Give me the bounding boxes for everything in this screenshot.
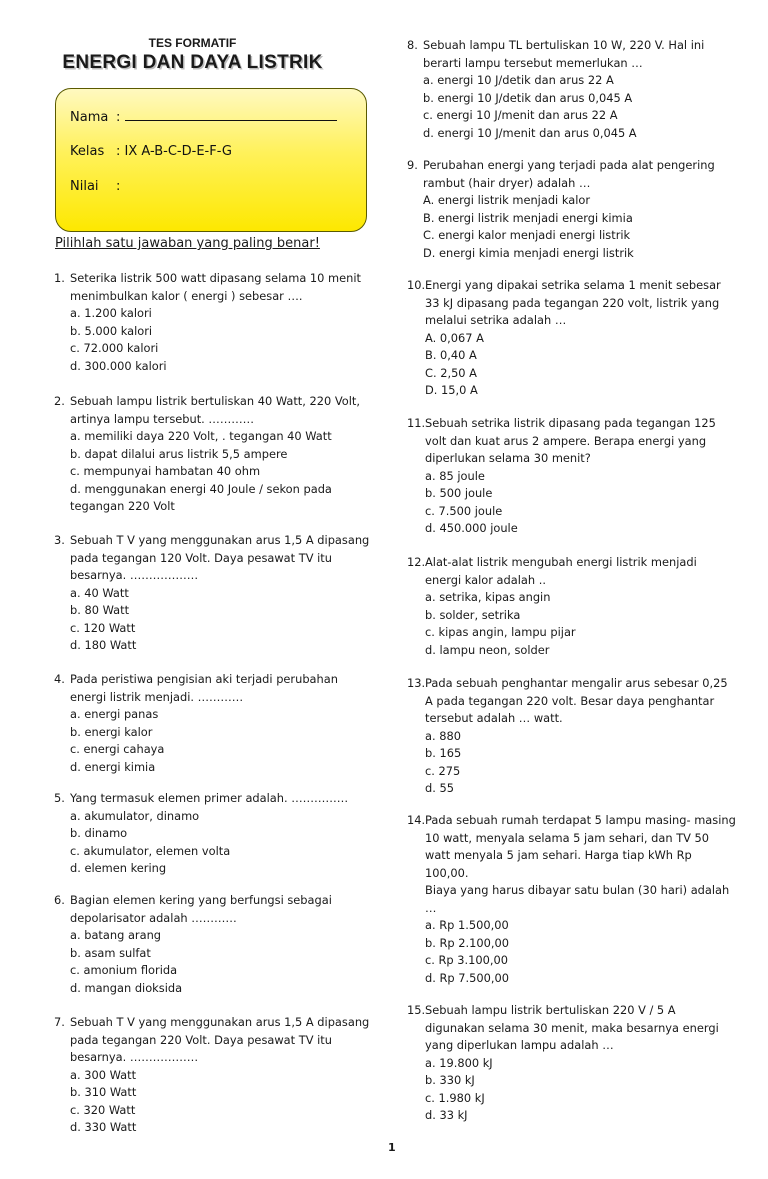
score-label: Nilai: [70, 179, 99, 194]
question-number: 14.: [407, 813, 426, 827]
answer-option[interactable]: c. 120 Watt: [70, 620, 136, 635]
answer-option[interactable]: d. 180 Watt: [70, 638, 137, 652]
question-number: 1.: [54, 271, 65, 285]
question-7: [54, 1014, 369, 1137]
answer-option[interactable]: a. 19.800 kJ: [425, 1055, 493, 1070]
stem-line: Sebuah lampu listrik bertuliskan 40 Watt, 220 Volt,: [70, 394, 360, 408]
instruction-text: Pilihlah satu jawaban yang paling benar!: [55, 236, 320, 251]
stem-line: Pada sebuah penghantar mengalir arus sebesar 0,25: [425, 676, 728, 690]
question-8: [407, 37, 704, 142]
stem-line: yang diperlukan lampu adalah …: [425, 1038, 614, 1052]
answer-option[interactable]: c. mempunyai hambatan 40 ohm: [70, 464, 261, 478]
question-12: [407, 554, 697, 659]
answer-option[interactable]: b. 5.000 kalori: [70, 323, 153, 338]
question-stem: [425, 675, 728, 728]
stem-line: Alat-alat listrik mengubah energi listrik menjadi: [425, 555, 697, 569]
name-label: Nama: [70, 110, 109, 125]
answer-option[interactable]: a. setrika, kipas angin: [425, 590, 551, 604]
answer-option[interactable]: a. energi panas: [70, 707, 159, 721]
answer-option[interactable]: a. Rp 1.500,00: [425, 918, 509, 932]
answer-option[interactable]: d. 330 Watt: [70, 1120, 137, 1134]
stem-line: Biaya yang harus dibayar satu bulan (30 hari) adalah: [425, 883, 730, 897]
answer-option[interactable]: D. energi kimia menjadi energi listrik: [423, 245, 634, 260]
stem-line: Yang termasuk elemen primer adalah. ……………: [70, 791, 349, 805]
stem-line: menimbulkan kalor ( energi ) sebesar ….: [70, 288, 303, 303]
answer-option[interactable]: b. 500 joule: [425, 486, 493, 500]
class-label: Kelas: [70, 144, 105, 159]
question-stem: [425, 1002, 719, 1055]
answer-option[interactable]: d. menggunakan energi 40 Joule / sekon pada: [70, 481, 332, 496]
question-number: 11.: [407, 416, 426, 430]
stem-line: Pada peristiwa pengisian aki terjadi perubahan: [70, 672, 338, 686]
stem-line: diperlukan selama 30 menit?: [425, 451, 591, 465]
name-blank-line[interactable]: [125, 109, 337, 121]
question-number: 3.: [54, 533, 65, 547]
stem-line: besarnya. ………………: [70, 568, 199, 582]
stem-line: Seterika listrik 500 watt dipasang selama 10 menit: [70, 271, 362, 285]
answer-option[interactable]: c. amonium florida: [70, 963, 178, 977]
answer-option[interactable]: A. energi listrik menjadi kalor: [423, 193, 591, 207]
name-separator: :: [116, 110, 121, 125]
stem-line: rambut (hair dryer) adalah …: [423, 175, 591, 190]
stem-line: Sebuah lampu TL bertuliskan 10 W, 220 V. Hal ini: [423, 38, 705, 52]
student-identity-box: [55, 88, 367, 232]
answer-option[interactable]: a. batang arang: [70, 928, 162, 942]
answer-option[interactable]: tegangan 220 Volt: [70, 499, 175, 513]
question-number: 12.: [407, 555, 426, 569]
stem-line: watt menyala 5 jam sehari. Harga tiap kWh Rp: [425, 848, 692, 862]
answer-option[interactable]: a. 1.200 kalori: [70, 306, 152, 320]
answer-option[interactable]: B. 0,40 A: [425, 348, 477, 362]
question-stem: [70, 671, 338, 706]
answer-option[interactable]: a. memiliki daya 220 Volt, . tegangan 40 Watt: [70, 429, 332, 443]
answer-option[interactable]: c. energi 10 J/menit dan arus 22 A: [423, 108, 618, 122]
question-number: 5.: [54, 791, 65, 805]
question-number: 4.: [54, 672, 65, 686]
stem-line: Bagian elemen kering yang berfungsi sebagai: [70, 893, 332, 907]
name-row: [70, 109, 337, 125]
answer-option[interactable]: a. 85 joule: [425, 468, 485, 483]
stem-line: 33 kJ dipasang pada tegangan 220 volt, listrik yang: [425, 295, 720, 310]
answer-option[interactable]: d. 300.000 kalori: [70, 358, 167, 373]
question-number: 9.: [407, 158, 418, 172]
question-stem: [423, 37, 704, 72]
question-stem: [425, 812, 736, 917]
answer-option[interactable]: c. 320 Watt: [70, 1102, 136, 1117]
stem-line: melalui setrika adalah …: [425, 313, 567, 327]
question-number: 8.: [407, 38, 418, 52]
class-separator: :: [116, 144, 121, 159]
stem-line: Pada sebuah rumah terdapat 5 lampu masing- masing: [425, 813, 736, 827]
answer-option[interactable]: b. Rp 2.100,00: [425, 935, 509, 950]
stem-line: Perubahan energi yang terjadi pada alat pengering: [423, 158, 715, 172]
stem-line: energi listrik menjadi. …………: [70, 689, 244, 704]
question-stem: [423, 157, 715, 192]
answer-option[interactable]: A. 0,067 A: [425, 330, 484, 345]
question-stem: [70, 1014, 369, 1067]
answer-option[interactable]: a. 880: [425, 728, 461, 743]
stem-line: A pada tegangan 220 volt. Besar daya penghantar: [425, 693, 715, 708]
question-15: [407, 1002, 719, 1125]
answer-option[interactable]: b. 165: [425, 746, 462, 760]
answer-option[interactable]: d. 450.000 joule: [425, 521, 518, 535]
stem-line: 10 watt, menyala selama 5 jam sehari, dan TV 50: [425, 830, 710, 845]
answer-option[interactable]: c. akumulator, elemen volta: [70, 843, 231, 858]
stem-line: Sebuah setrika listrik dipasang pada tegangan 125: [425, 416, 716, 430]
answer-option[interactable]: B. energi listrik menjadi energi kimia: [423, 210, 633, 225]
question-5: [54, 790, 348, 878]
question-number: 7.: [54, 1015, 65, 1029]
question-9: [407, 157, 715, 262]
question-2: [54, 393, 360, 516]
question-stem: [70, 270, 361, 305]
answer-option[interactable]: c. 72.000 kalori: [70, 341, 159, 355]
score-row: [70, 179, 120, 194]
answer-option[interactable]: c. Rp 3.100,00: [425, 953, 508, 967]
answer-option[interactable]: C. energi kalor menjadi energi listrik: [423, 228, 631, 242]
class-value: IX A-B-C-D-E-F-G: [124, 144, 232, 159]
test-title: ENERGI DAN DAYA LISTRIK: [62, 52, 323, 73]
answer-option[interactable]: b. dinamo: [70, 826, 128, 840]
stem-line: …: [425, 900, 437, 915]
test-subtitle: TES FORMATIF: [148, 36, 237, 50]
answer-option[interactable]: c. kipas angin, lampu pijar: [425, 625, 576, 639]
answer-option[interactable]: c. 7.500 joule: [425, 503, 503, 518]
answer-option[interactable]: d. lampu neon, solder: [425, 642, 550, 657]
answer-option[interactable]: d. 33 kJ: [425, 1108, 468, 1122]
question-stem: [425, 277, 721, 330]
question-stem: [70, 393, 360, 428]
answer-option[interactable]: b. asam sulfat: [70, 945, 151, 960]
question-1: [54, 270, 361, 375]
question-6: [54, 892, 332, 997]
stem-line: Sebuah lampu listrik bertuliskan 220 V / 5 A: [425, 1003, 676, 1017]
question-number: 10.: [407, 278, 426, 292]
answer-option[interactable]: b. energi 10 J/detik dan arus 0,045 A: [423, 90, 633, 105]
answer-option[interactable]: a. 300 Watt: [70, 1067, 137, 1082]
answer-option[interactable]: d. elemen kering: [70, 861, 167, 875]
question-4: [54, 671, 338, 776]
question-3: [54, 532, 369, 655]
answer-option[interactable]: b. 330 kJ: [425, 1073, 475, 1087]
stem-line: artinya lampu tersebut. …………: [70, 411, 254, 426]
answer-option[interactable]: D. 15,0 A: [425, 383, 478, 397]
stem-line: 100,00.: [425, 865, 469, 880]
answer-option[interactable]: a. 40 Watt: [70, 585, 129, 600]
stem-line: pada tegangan 120 Volt. Daya pesawat TV itu: [70, 550, 332, 565]
question-number: 2.: [54, 394, 65, 408]
score-separator: :: [116, 179, 121, 194]
answer-option[interactable]: b. solder, setrika: [425, 607, 521, 622]
question-10: [407, 277, 721, 400]
question-13: [407, 675, 728, 798]
question-stem: [70, 532, 369, 585]
stem-line: besarnya. ………………: [70, 1050, 199, 1064]
stem-line: Energi yang dipakai setrika selama 1 menit sebesar: [425, 278, 721, 292]
stem-line: energi kalor adalah ..: [425, 572, 546, 587]
stem-line: Sebuah T V yang menggunakan arus 1,5 A dipasang: [70, 533, 370, 547]
answer-option[interactable]: c. 275: [425, 763, 461, 778]
answer-option[interactable]: d. Rp 7.500,00: [425, 970, 509, 985]
answer-option[interactable]: b. energi kalor: [70, 724, 153, 739]
answer-option[interactable]: d. energi 10 J/menit dan arus 0,045 A: [423, 125, 637, 140]
answer-option[interactable]: d. energi kimia: [70, 759, 156, 774]
question-number: 13.: [407, 676, 426, 690]
question-14: [407, 812, 736, 987]
answer-option[interactable]: c. 1.980 kJ: [425, 1090, 485, 1105]
stem-line: digunakan selama 30 menit, maka besarnya energi: [425, 1020, 719, 1035]
question-number: 15.: [407, 1003, 426, 1017]
answer-option[interactable]: d. 55: [425, 781, 454, 795]
page-number: 1: [388, 1141, 396, 1154]
stem-line: berarti lampu tersebut memerlukan …: [423, 55, 643, 70]
answer-option[interactable]: c. energi cahaya: [70, 742, 165, 756]
stem-line: depolarisator adalah …………: [70, 910, 237, 925]
stem-line: pada tegangan 220 Volt. Daya pesawat TV itu: [70, 1032, 332, 1047]
question-11: [407, 415, 716, 538]
answer-option[interactable]: b. 310 Watt: [70, 1085, 137, 1099]
answer-option[interactable]: b. 80 Watt: [70, 603, 130, 617]
question-stem: [70, 892, 332, 927]
answer-option[interactable]: b. dapat dilalui arus listrik 5,5 ampere: [70, 446, 288, 461]
answer-option[interactable]: a. akumulator, dinamo: [70, 808, 200, 823]
stem-line: Sebuah T V yang menggunakan arus 1,5 A dipasang: [70, 1015, 370, 1029]
answer-option[interactable]: d. mangan dioksida: [70, 980, 183, 995]
answer-option[interactable]: C. 2,50 A: [425, 365, 477, 380]
answer-option[interactable]: a. energi 10 J/detik dan arus 22 A: [423, 73, 614, 87]
stem-line: volt dan kuat arus 2 ampere. Berapa energi yang: [425, 433, 707, 448]
class-row: [70, 144, 232, 159]
stem-line: tersebut adalah … watt.: [425, 711, 563, 725]
question-stem: [425, 554, 697, 589]
question-stem: [425, 415, 716, 468]
question-number: 6.: [54, 893, 65, 907]
question-stem: [70, 790, 348, 808]
